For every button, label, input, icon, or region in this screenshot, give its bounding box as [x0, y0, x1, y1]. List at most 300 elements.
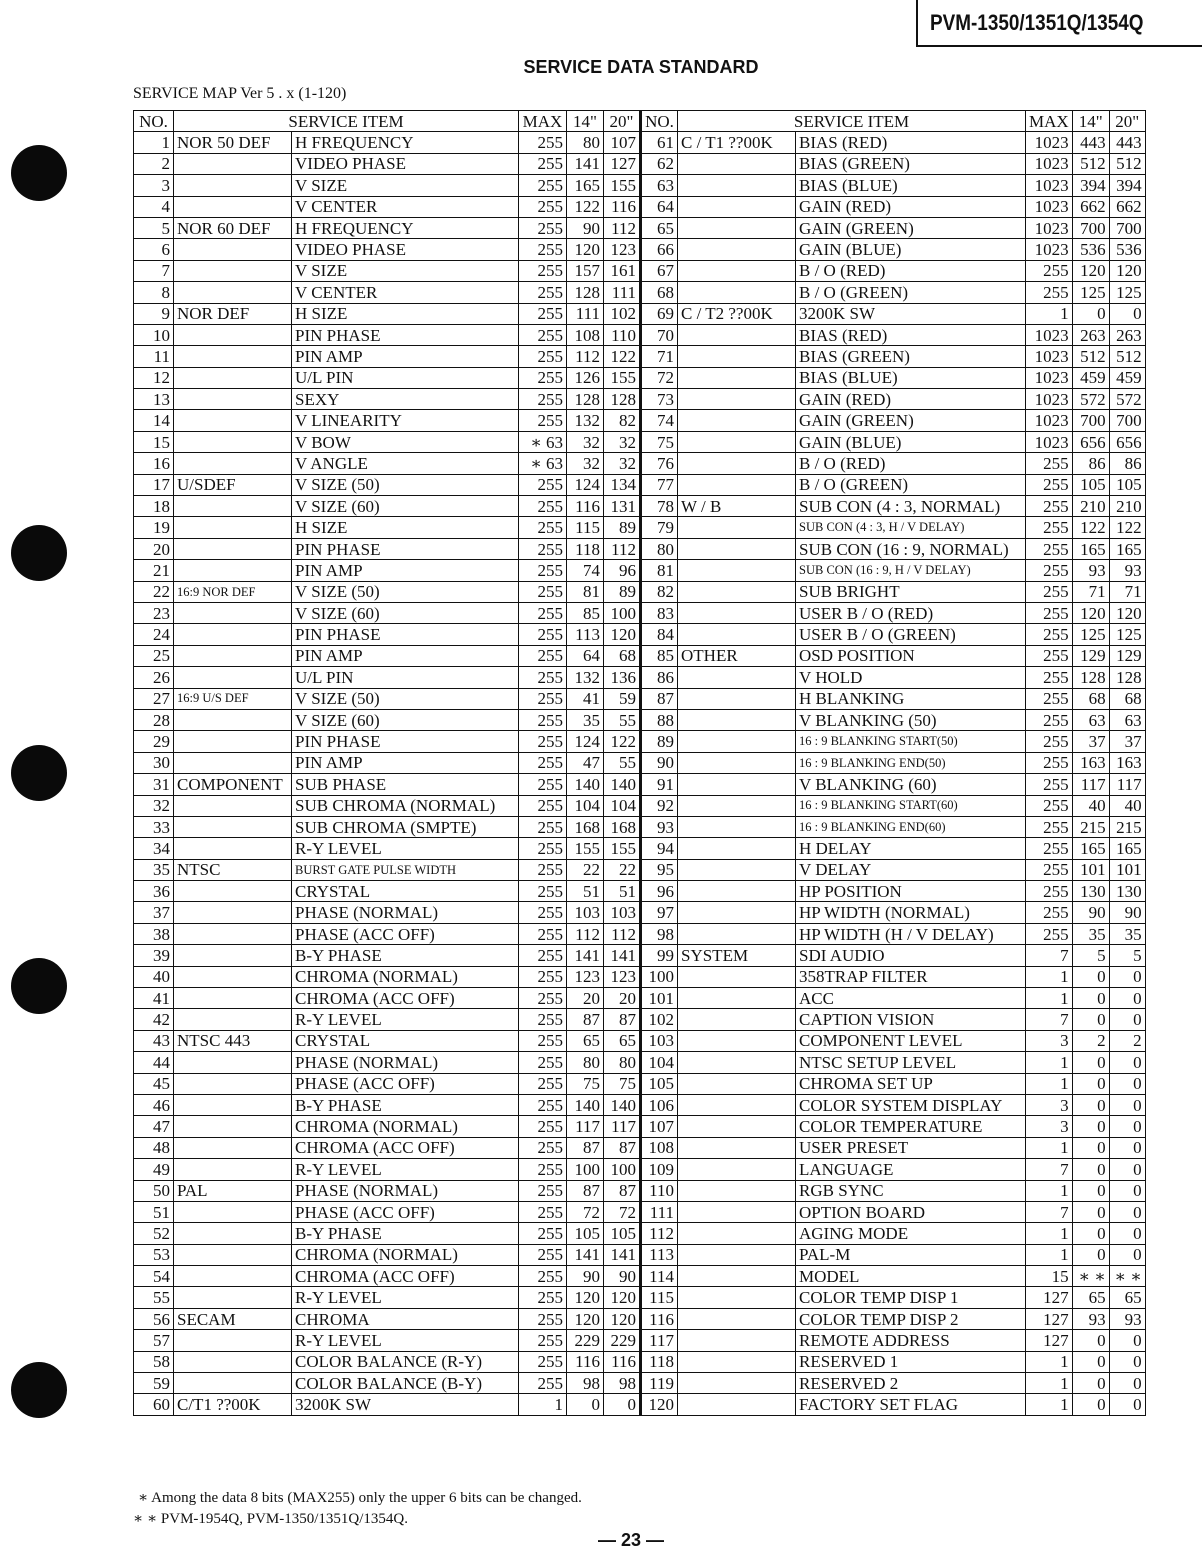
cell-service-item: PIN PHASE — [292, 324, 519, 345]
cell-group — [174, 1009, 292, 1030]
table-row — [134, 217, 1146, 238]
cell-service-item: R-Y LEVEL — [292, 1009, 519, 1030]
cell-max: 255 — [519, 1308, 567, 1329]
cell-max: 255 — [519, 410, 567, 431]
cell-group — [678, 1287, 796, 1308]
table-row — [134, 367, 1146, 388]
cell-max: 255 — [519, 774, 567, 795]
cell-value-14in: 63 — [1072, 709, 1109, 730]
cell-no: 39 — [134, 945, 174, 966]
cell-group: 16:9 U/S DEF — [174, 688, 292, 709]
cell-max: 255 — [519, 1073, 567, 1094]
table-row — [134, 538, 1146, 559]
cell-max: 255 — [519, 795, 567, 816]
cell-group — [678, 731, 796, 752]
cell-value-14in: 512 — [1072, 346, 1109, 367]
cell-service-item: CHROMA SET UP — [796, 1073, 1026, 1094]
cell-group — [678, 1330, 796, 1351]
cell-value-14in: 101 — [1072, 859, 1109, 880]
cell-max: 255 — [519, 517, 567, 538]
cell-value-14in: 35 — [1072, 923, 1109, 944]
cell-no: 40 — [134, 966, 174, 987]
cell-group: C / T2 ??00K — [678, 303, 796, 324]
cell-no: 82 — [641, 581, 678, 602]
cell-no: 117 — [641, 1330, 678, 1351]
cell-service-item: FACTORY SET FLAG — [796, 1394, 1026, 1415]
cell-no: 43 — [134, 1030, 174, 1051]
cell-max: 1023 — [1026, 132, 1073, 153]
cell-max: 255 — [519, 1244, 567, 1265]
cell-max: 255 — [519, 239, 567, 260]
cell-no: 79 — [641, 517, 678, 538]
cell-service-item: V SIZE (50) — [292, 581, 519, 602]
cell-service-item: R-Y LEVEL — [292, 838, 519, 859]
cell-max: 1023 — [1026, 153, 1073, 174]
cell-value-20in: 87 — [604, 1137, 641, 1158]
cell-group — [678, 816, 796, 837]
cell-no: 12 — [134, 367, 174, 388]
cell-no: 119 — [641, 1373, 678, 1394]
table-row — [134, 1137, 1146, 1158]
cell-value-14in: 163 — [1072, 752, 1109, 773]
cell-group — [174, 1159, 292, 1180]
cell-value-14in: 0 — [1072, 1009, 1109, 1030]
cell-group — [678, 1201, 796, 1222]
cell-value-14in: 113 — [567, 624, 604, 645]
cell-service-item: V SIZE (60) — [292, 709, 519, 730]
cell-group — [174, 1351, 292, 1372]
cell-max: 255 — [1026, 838, 1073, 859]
table-row — [134, 196, 1146, 217]
cell-service-item: SUB CHROMA (NORMAL) — [292, 795, 519, 816]
cell-max: 255 — [1026, 859, 1073, 880]
cell-service-item: V CENTER — [292, 282, 519, 303]
cell-value-14in: 117 — [567, 1116, 604, 1137]
cell-service-item: 16 : 9 BLANKING END(60) — [796, 816, 1026, 837]
cell-no: 112 — [641, 1223, 678, 1244]
cell-group: NOR DEF — [174, 303, 292, 324]
cell-max: 255 — [519, 688, 567, 709]
cell-value-20in: 122 — [604, 731, 641, 752]
cell-value-14in: 155 — [567, 838, 604, 859]
cell-max: 255 — [519, 902, 567, 923]
cell-group — [678, 1009, 796, 1030]
cell-service-item: HP WIDTH (H / V DELAY) — [796, 923, 1026, 944]
cell-value-14in: 87 — [567, 1137, 604, 1158]
cell-max: 255 — [519, 346, 567, 367]
cell-no: 70 — [641, 324, 678, 345]
column-header-14in: 14" — [1072, 111, 1109, 132]
cell-service-item: AGING MODE — [796, 1223, 1026, 1244]
cell-no: 5 — [134, 217, 174, 238]
cell-group — [678, 859, 796, 880]
cell-no: 95 — [641, 859, 678, 880]
table-row — [134, 667, 1146, 688]
cell-max: 255 — [519, 752, 567, 773]
cell-no: 100 — [641, 966, 678, 987]
cell-value-14in: 700 — [1072, 410, 1109, 431]
cell-value-14in: 656 — [1072, 431, 1109, 452]
cell-no: 44 — [134, 1052, 174, 1073]
cell-value-14in: 125 — [1072, 282, 1109, 303]
cell-service-item: CAPTION VISION — [796, 1009, 1026, 1030]
cell-service-item: V SIZE — [292, 175, 519, 196]
cell-group — [174, 453, 292, 474]
cell-max: 255 — [519, 667, 567, 688]
cell-value-14in: 51 — [567, 881, 604, 902]
cell-no: 6 — [134, 239, 174, 260]
cell-no: 25 — [134, 645, 174, 666]
cell-value-20in: 394 — [1109, 175, 1145, 196]
cell-service-item: USER PRESET — [796, 1137, 1026, 1158]
cell-group — [174, 175, 292, 196]
cell-value-14in: 700 — [1072, 217, 1109, 238]
column-header-max: MAX — [519, 111, 567, 132]
cell-value-20in: 80 — [604, 1052, 641, 1073]
cell-max: 255 — [519, 731, 567, 752]
cell-service-item: OSD POSITION — [796, 645, 1026, 666]
cell-value-14in: 0 — [1072, 1223, 1109, 1244]
cell-group — [174, 324, 292, 345]
cell-value-20in: 700 — [1109, 217, 1145, 238]
cell-service-item: B / O (GREEN) — [796, 474, 1026, 495]
table-row — [134, 1394, 1146, 1415]
cell-max: 255 — [519, 816, 567, 837]
cell-service-item: ACC — [796, 988, 1026, 1009]
cell-value-20in: 229 — [604, 1330, 641, 1351]
cell-group — [678, 175, 796, 196]
binder-hole — [11, 1362, 67, 1418]
cell-value-20in: 130 — [1109, 881, 1145, 902]
cell-max: 255 — [519, 1137, 567, 1158]
cell-service-item: PHASE (NORMAL) — [292, 1180, 519, 1201]
cell-no: 113 — [641, 1244, 678, 1265]
cell-max: 127 — [1026, 1308, 1073, 1329]
cell-value-14in: 0 — [1072, 1094, 1109, 1115]
cell-value-20in: 128 — [604, 389, 641, 410]
cell-value-20in: 22 — [604, 859, 641, 880]
cell-no: 26 — [134, 667, 174, 688]
cell-max: 255 — [1026, 581, 1073, 602]
cell-value-20in: 100 — [604, 602, 641, 623]
cell-no: 29 — [134, 731, 174, 752]
cell-max: 255 — [1026, 923, 1073, 944]
cell-value-20in: 90 — [604, 1266, 641, 1287]
cell-no: 78 — [641, 496, 678, 517]
cell-group: W / B — [678, 496, 796, 517]
cell-max: ∗ 63 — [519, 431, 567, 452]
cell-max: 255 — [519, 474, 567, 495]
cell-service-item: CHROMA (NORMAL) — [292, 1116, 519, 1137]
cell-service-item: HP POSITION — [796, 881, 1026, 902]
cell-max: 1 — [1026, 303, 1073, 324]
cell-no: 28 — [134, 709, 174, 730]
cell-max: 255 — [1026, 517, 1073, 538]
cell-max: 255 — [1026, 902, 1073, 923]
cell-group — [678, 988, 796, 1009]
table-row — [134, 1351, 1146, 1372]
cell-no: 116 — [641, 1308, 678, 1329]
cell-value-14in: 0 — [1072, 966, 1109, 987]
cell-value-20in: 107 — [604, 132, 641, 153]
cell-service-item: GAIN (GREEN) — [796, 410, 1026, 431]
cell-value-14in: 40 — [1072, 795, 1109, 816]
cell-value-20in: 215 — [1109, 816, 1145, 837]
cell-group: C/T1 ??00K — [174, 1394, 292, 1415]
cell-max: 255 — [519, 153, 567, 174]
cell-service-item: RESERVED 2 — [796, 1373, 1026, 1394]
cell-value-14in: 0 — [1072, 1137, 1109, 1158]
binder-hole — [11, 745, 67, 801]
cell-max: ∗ 63 — [519, 453, 567, 474]
cell-value-20in: 443 — [1109, 132, 1145, 153]
cell-group — [174, 1073, 292, 1094]
table-row — [134, 1201, 1146, 1222]
cell-value-14in: 210 — [1072, 496, 1109, 517]
cell-service-item: V SIZE (50) — [292, 688, 519, 709]
table-row — [134, 881, 1146, 902]
cell-max: 255 — [1026, 538, 1073, 559]
cell-group — [174, 260, 292, 281]
cell-service-item: R-Y LEVEL — [292, 1330, 519, 1351]
cell-no: 58 — [134, 1351, 174, 1372]
cell-no: 48 — [134, 1137, 174, 1158]
cell-value-20in: 0 — [1109, 1223, 1145, 1244]
table-row — [134, 731, 1146, 752]
cell-max: 255 — [519, 1180, 567, 1201]
cell-group — [678, 902, 796, 923]
cell-max: 255 — [519, 1287, 567, 1308]
cell-no: 18 — [134, 496, 174, 517]
cell-value-20in: 134 — [604, 474, 641, 495]
cell-value-14in: 0 — [1072, 1394, 1109, 1415]
cell-no: 52 — [134, 1223, 174, 1244]
cell-value-14in: 105 — [1072, 474, 1109, 495]
cell-max: 255 — [1026, 816, 1073, 837]
cell-value-14in: 32 — [567, 431, 604, 452]
cell-group — [678, 1137, 796, 1158]
cell-group — [174, 153, 292, 174]
cell-no: 38 — [134, 923, 174, 944]
cell-group — [174, 239, 292, 260]
cell-value-20in: 0 — [1109, 1394, 1145, 1415]
cell-value-20in: 96 — [604, 560, 641, 581]
cell-value-20in: 59 — [604, 688, 641, 709]
cell-max: 255 — [1026, 795, 1073, 816]
cell-group — [678, 1052, 796, 1073]
cell-value-20in: 120 — [604, 1287, 641, 1308]
cell-max: 255 — [1026, 774, 1073, 795]
cell-no: 61 — [641, 132, 678, 153]
cell-value-14in: 112 — [567, 923, 604, 944]
cell-service-item: BIAS (RED) — [796, 132, 1026, 153]
cell-value-14in: 157 — [567, 260, 604, 281]
cell-service-item: PIN PHASE — [292, 538, 519, 559]
cell-value-14in: ∗ ∗ — [1072, 1266, 1109, 1287]
cell-value-20in: 122 — [604, 346, 641, 367]
cell-group — [678, 196, 796, 217]
cell-value-14in: 120 — [1072, 260, 1109, 281]
table-row — [134, 346, 1146, 367]
cell-value-14in: 165 — [1072, 838, 1109, 859]
cell-service-item: BURST GATE PULSE WIDTH — [292, 859, 519, 880]
cell-service-item: V BLANKING (60) — [796, 774, 1026, 795]
cell-value-20in: 165 — [1109, 838, 1145, 859]
cell-value-14in: 90 — [1072, 902, 1109, 923]
cell-max: 255 — [519, 324, 567, 345]
cell-service-item: PHASE (ACC OFF) — [292, 923, 519, 944]
cell-max: 255 — [519, 196, 567, 217]
cell-group — [174, 795, 292, 816]
cell-service-item: PHASE (ACC OFF) — [292, 1201, 519, 1222]
column-header-14in: 14" — [567, 111, 604, 132]
cell-max: 255 — [519, 303, 567, 324]
column-header-no: NO. — [641, 111, 678, 132]
cell-max: 255 — [519, 1373, 567, 1394]
cell-value-20in: 111 — [604, 282, 641, 303]
cell-value-14in: 87 — [567, 1009, 604, 1030]
table-row — [134, 1223, 1146, 1244]
cell-service-item: V SIZE (60) — [292, 602, 519, 623]
cell-value-14in: 165 — [567, 175, 604, 196]
table-row — [134, 324, 1146, 345]
cell-max: 255 — [1026, 624, 1073, 645]
table-row — [134, 453, 1146, 474]
cell-service-item: U/L PIN — [292, 667, 519, 688]
cell-value-14in: 165 — [1072, 538, 1109, 559]
cell-no: 10 — [134, 324, 174, 345]
cell-group — [174, 560, 292, 581]
table-row — [134, 688, 1146, 709]
cell-no: 21 — [134, 560, 174, 581]
table-row — [134, 153, 1146, 174]
cell-service-item: H BLANKING — [796, 688, 1026, 709]
cell-max: 255 — [519, 945, 567, 966]
cell-group — [678, 1180, 796, 1201]
cell-value-14in: 459 — [1072, 367, 1109, 388]
cell-value-14in: 120 — [567, 239, 604, 260]
cell-value-14in: 0 — [1072, 1116, 1109, 1137]
cell-no: 75 — [641, 431, 678, 452]
cell-max: 255 — [1026, 709, 1073, 730]
cell-max: 1 — [1026, 1180, 1073, 1201]
cell-value-20in: 75 — [604, 1073, 641, 1094]
cell-max: 255 — [519, 217, 567, 238]
cell-service-item: BIAS (GREEN) — [796, 153, 1026, 174]
cell-value-20in: 89 — [604, 581, 641, 602]
cell-no: 111 — [641, 1201, 678, 1222]
cell-no: 73 — [641, 389, 678, 410]
cell-service-item: CHROMA (ACC OFF) — [292, 988, 519, 1009]
cell-value-14in: 263 — [1072, 324, 1109, 345]
cell-value-14in: 128 — [567, 282, 604, 303]
table-row — [134, 923, 1146, 944]
cell-value-14in: 141 — [567, 945, 604, 966]
cell-value-20in: 116 — [604, 196, 641, 217]
table-row — [134, 624, 1146, 645]
table-row — [134, 389, 1146, 410]
cell-service-item: SUB PHASE — [292, 774, 519, 795]
cell-value-20in: 127 — [604, 153, 641, 174]
cell-no: 27 — [134, 688, 174, 709]
cell-value-14in: 443 — [1072, 132, 1109, 153]
cell-no: 90 — [641, 752, 678, 773]
cell-group — [174, 1116, 292, 1137]
cell-value-20in: 123 — [604, 239, 641, 260]
cell-service-item: PIN AMP — [292, 560, 519, 581]
cell-service-item: 358TRAP FILTER — [796, 966, 1026, 987]
cell-value-14in: 215 — [1072, 816, 1109, 837]
cell-value-20in: 72 — [604, 1201, 641, 1222]
cell-value-14in: 168 — [567, 816, 604, 837]
cell-max: 255 — [519, 175, 567, 196]
cell-no: 110 — [641, 1180, 678, 1201]
cell-group: NOR 60 DEF — [174, 217, 292, 238]
cell-service-item: 16 : 9 BLANKING START(60) — [796, 795, 1026, 816]
cell-max: 1 — [1026, 1073, 1073, 1094]
cell-value-14in: 116 — [567, 496, 604, 517]
cell-value-20in: 0 — [1109, 1073, 1145, 1094]
cell-max: 7 — [1026, 1159, 1073, 1180]
cell-value-14in: 117 — [1072, 774, 1109, 795]
cell-group — [174, 709, 292, 730]
binder-hole — [11, 525, 67, 581]
cell-max: 1023 — [1026, 217, 1073, 238]
cell-no: 3 — [134, 175, 174, 196]
table-row — [134, 1180, 1146, 1201]
cell-value-20in: 129 — [1109, 645, 1145, 666]
cell-no: 107 — [641, 1116, 678, 1137]
cell-group — [174, 1373, 292, 1394]
cell-no: 62 — [641, 153, 678, 174]
cell-no: 71 — [641, 346, 678, 367]
cell-group — [678, 517, 796, 538]
cell-value-20in: 155 — [604, 838, 641, 859]
table-row — [134, 709, 1146, 730]
cell-max: 255 — [519, 389, 567, 410]
cell-max: 255 — [519, 496, 567, 517]
cell-service-item: H FREQUENCY — [292, 132, 519, 153]
cell-value-14in: 229 — [567, 1330, 604, 1351]
cell-max: 1023 — [1026, 196, 1073, 217]
cell-service-item: GAIN (RED) — [796, 196, 1026, 217]
cell-value-20in: 89 — [604, 517, 641, 538]
cell-no: 66 — [641, 239, 678, 260]
cell-value-20in: 98 — [604, 1373, 641, 1394]
cell-group — [678, 1116, 796, 1137]
cell-no: 106 — [641, 1094, 678, 1115]
cell-group — [174, 881, 292, 902]
cell-service-item: COLOR TEMP DISP 2 — [796, 1308, 1026, 1329]
cell-service-item: V CENTER — [292, 196, 519, 217]
cell-value-20in: 71 — [1109, 581, 1145, 602]
cell-max: 255 — [519, 709, 567, 730]
cell-no: 88 — [641, 709, 678, 730]
cell-max: 255 — [519, 1223, 567, 1244]
cell-no: 2 — [134, 153, 174, 174]
cell-value-14in: 112 — [567, 346, 604, 367]
cell-group — [174, 431, 292, 452]
cell-group — [174, 816, 292, 837]
cell-service-item: V ANGLE — [292, 453, 519, 474]
cell-service-item: 16 : 9 BLANKING END(50) — [796, 752, 1026, 773]
cell-no: 31 — [134, 774, 174, 795]
cell-value-14in: 130 — [1072, 881, 1109, 902]
cell-value-14in: 124 — [567, 474, 604, 495]
cell-group: NOR 50 DEF — [174, 132, 292, 153]
cell-no: 93 — [641, 816, 678, 837]
table-row — [134, 1116, 1146, 1137]
